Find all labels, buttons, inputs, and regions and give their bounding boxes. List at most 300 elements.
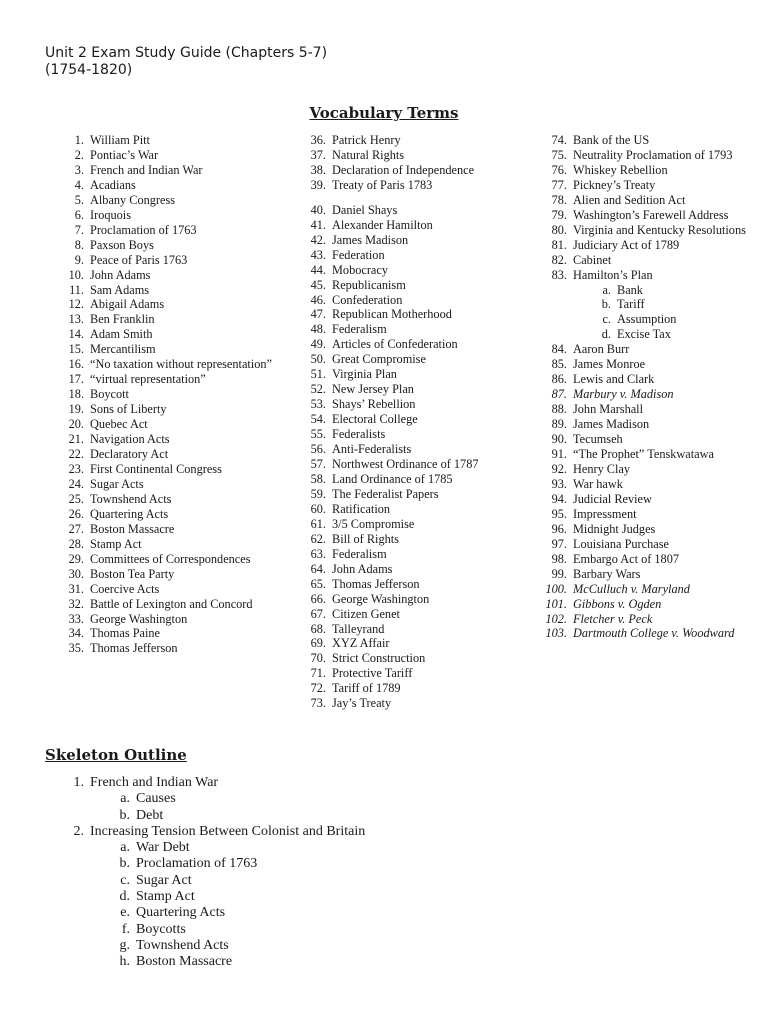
vocab-term-number: 68. — [310, 621, 326, 636]
vocab-term-text: Iroquois — [90, 207, 131, 222]
vocab-term-number: 54. — [310, 412, 326, 427]
outline-subitem — [53, 873, 653, 889]
vocab-term-text: Mercantilism — [90, 342, 156, 357]
vocab-term-text: Quebec Act — [90, 417, 148, 432]
vocab-term-number: 43. — [310, 247, 326, 262]
vocab-term-number: 8. — [74, 237, 84, 252]
vocab-term-number: 100. — [545, 581, 567, 596]
vocab-term-number: 22. — [68, 447, 84, 462]
vocab-term-number: 6. — [74, 207, 84, 222]
vocab-term-text: Sugar Acts — [90, 476, 144, 491]
outline-subitem-text: War Debt — [136, 840, 190, 856]
vocab-term-number: 47. — [310, 307, 326, 322]
vocab-subterm-letter: a. — [602, 282, 611, 297]
vocab-term-text: John Adams — [332, 561, 393, 576]
vocab-term-number: 2. — [74, 147, 84, 162]
vocab-term-text: Electoral College — [332, 412, 418, 427]
vocab-term-text: James Madison — [573, 417, 650, 432]
vocab-term-text: 3/5 Compromise — [332, 516, 415, 531]
vocab-term — [295, 163, 535, 178]
vocab-term-text: Boston Tea Party — [90, 566, 175, 581]
vocab-term-number: 69. — [310, 636, 326, 651]
vocab-term-text: The Federalist Papers — [332, 486, 439, 501]
vocab-term — [295, 293, 535, 308]
vocab-term-text: Louisiana Purchase — [573, 536, 669, 551]
vocab-column-2 — [295, 133, 535, 711]
vocab-term-text: Republican Motherhood — [332, 307, 452, 322]
vocab-term-number: 89. — [551, 417, 567, 432]
vocab-term-number: 39. — [310, 177, 326, 192]
vocab-term — [53, 402, 283, 417]
vocab-term — [295, 592, 535, 607]
vocab-term — [53, 522, 283, 537]
vocab-term-text: John Adams — [90, 267, 151, 282]
vocab-term-number: 63. — [310, 546, 326, 561]
vocab-term-number: 45. — [310, 277, 326, 292]
outline-subitem-text: Debt — [136, 807, 164, 823]
vocab-term — [295, 681, 535, 696]
vocab-term — [295, 248, 535, 263]
vocab-term — [53, 447, 283, 462]
vocab-term-number: 73. — [310, 696, 326, 711]
vocab-term-number: 20. — [68, 417, 84, 432]
vocab-term-text: Articles of Confederation — [332, 337, 458, 352]
vocab-term-text: Confederation — [332, 292, 403, 307]
vocab-term-number: 28. — [68, 536, 84, 551]
vocab-term-text: Federalism — [332, 322, 387, 337]
vocab-term — [536, 357, 761, 372]
vocab-term — [53, 342, 283, 357]
vocab-term-number: 53. — [310, 397, 326, 412]
vocab-term-number: 13. — [68, 312, 84, 327]
vocab-term-text: Committees of Correspondences — [90, 551, 251, 566]
vocab-term — [536, 477, 761, 492]
vocab-term-text: Federation — [332, 247, 385, 262]
vocab-term-text: Protective Tariff — [332, 666, 413, 681]
vocab-subterm-letter: d. — [601, 327, 611, 342]
vocab-term — [53, 357, 283, 372]
vocab-term — [295, 307, 535, 322]
vocab-term — [536, 507, 761, 522]
vocab-term — [295, 457, 535, 472]
outline-subitem-text: Proclamation of 1763 — [136, 856, 258, 872]
vocab-term-text: Henry Clay — [573, 461, 631, 476]
skeleton-outline — [53, 775, 653, 971]
outline-subitem-text: Townshend Acts — [136, 937, 229, 953]
vocab-term-number: 29. — [68, 551, 84, 566]
vocab-term-number: 34. — [68, 626, 84, 641]
outline-subitem-text: Stamp Act — [136, 889, 195, 905]
vocab-term-number: 1. — [74, 133, 84, 147]
vocab-term-number: 61. — [310, 516, 326, 531]
vocab-term-number: 90. — [551, 432, 567, 447]
vocab-term — [53, 641, 283, 656]
vocab-term — [536, 208, 761, 223]
vocab-term-number: 30. — [68, 566, 84, 581]
outline-subitem — [53, 791, 653, 807]
vocab-column-1 — [53, 133, 283, 656]
vocab-term — [295, 218, 535, 233]
vocab-term-text: Patrick Henry — [332, 133, 401, 147]
vocab-term-number: 11. — [69, 282, 84, 297]
vocab-subterm-letter: b. — [601, 297, 611, 312]
vocab-term — [536, 148, 761, 163]
vocab-term-text: George Washington — [90, 611, 188, 626]
vocab-term-number: 19. — [68, 402, 84, 417]
outline-subitem — [53, 938, 653, 954]
vocab-term — [53, 178, 283, 193]
vocab-term-number: 38. — [310, 162, 326, 177]
vocab-term — [53, 193, 283, 208]
vocab-term — [295, 517, 535, 532]
vocab-term-text: Northwest Ordinance of 1787 — [332, 457, 479, 472]
vocab-term-number: 78. — [551, 192, 567, 207]
vocab-term-number: 102. — [545, 611, 567, 626]
vocab-term — [53, 626, 283, 641]
vocab-term-number: 103. — [545, 626, 567, 641]
outline-subitem-letter: b. — [119, 807, 130, 823]
vocab-term-text: Hamilton’s Plan — [573, 267, 653, 282]
vocab-term-text: Thomas Paine — [90, 626, 161, 641]
vocab-term — [53, 477, 283, 492]
vocab-term-text: Federalists — [332, 427, 386, 442]
vocab-term-number: 50. — [310, 352, 326, 367]
document-header — [45, 45, 327, 79]
vocab-term-number: 17. — [68, 372, 84, 387]
vocab-term — [53, 253, 283, 268]
vocab-term — [295, 487, 535, 502]
vocab-term-text: Natural Rights — [332, 147, 405, 162]
outline-subitem-letter: c. — [120, 872, 130, 888]
vocab-term — [53, 387, 283, 402]
vocab-term-text: “virtual representation” — [90, 372, 206, 387]
outline-subitem-text: Boycotts — [136, 921, 186, 937]
vocab-term-number: 25. — [68, 491, 84, 506]
vocab-term-number: 31. — [68, 581, 84, 596]
vocab-term-number: 5. — [74, 192, 84, 207]
vocab-term-number: 23. — [68, 461, 84, 476]
vocab-term-number: 58. — [310, 471, 326, 486]
vocab-term-text: Adam Smith — [90, 327, 153, 342]
vocab-term — [536, 522, 761, 537]
vocab-term-number: 42. — [310, 232, 326, 247]
vocab-term — [53, 432, 283, 447]
outline-item — [53, 775, 653, 791]
outline-item-text: Increasing Tension Between Colonist and Britain — [90, 823, 366, 839]
outline-subitem — [53, 905, 653, 921]
vocab-term-text: Albany Congress — [90, 192, 176, 207]
vocab-term-number: 70. — [310, 651, 326, 666]
vocab-title-text: Vocabulary Terms — [309, 104, 459, 122]
vocab-term-text: Great Compromise — [332, 352, 426, 367]
vocab-term-number: 57. — [310, 457, 326, 472]
vocab-term-number: 51. — [310, 367, 326, 382]
outline-subitem-letter: g. — [119, 937, 130, 953]
vocab-term-number: 86. — [551, 372, 567, 387]
vocab-term-text: Washington’s Farewell Address — [573, 207, 729, 222]
vocab-term-text: Marbury v. Madison — [573, 387, 674, 402]
vocab-term-number: 75. — [551, 147, 567, 162]
vocab-term — [295, 696, 535, 711]
vocab-term-text: First Continental Congress — [90, 461, 222, 476]
vocab-term-text: Declaratory Act — [90, 447, 169, 462]
vocab-term-number: 24. — [68, 476, 84, 491]
vocab-term — [53, 492, 283, 507]
vocab-term-number: 21. — [68, 432, 84, 447]
vocab-term — [295, 133, 535, 148]
outline-subitem-text: Causes — [136, 791, 176, 807]
vocab-term-number: 87. — [551, 387, 567, 402]
vocab-subterm-letter: c. — [602, 312, 611, 327]
vocab-term-number: 41. — [310, 217, 326, 232]
vocab-term-number: 101. — [545, 596, 567, 611]
vocab-term — [53, 507, 283, 522]
vocab-term-text: Talleyrand — [332, 621, 385, 636]
vocab-term-text: Judiciary Act of 1789 — [573, 237, 680, 252]
vocab-term-text: Pickney’s Treaty — [573, 177, 656, 192]
vocab-term-number: 56. — [310, 442, 326, 457]
vocab-term-text: Paxson Boys — [90, 237, 154, 252]
vocab-term — [536, 387, 761, 402]
vocab-term-number: 59. — [310, 486, 326, 501]
vocab-term-text: Whiskey Rebellion — [573, 162, 668, 177]
vocab-term-text: Declaration of Independence — [332, 162, 475, 177]
vocab-term-text: Lewis and Clark — [573, 372, 655, 387]
vocab-term — [53, 163, 283, 178]
vocab-term-text: Mobocracy — [332, 262, 388, 277]
vocab-subterm — [536, 327, 761, 342]
vocab-term-text: Fletcher v. Peck — [573, 611, 653, 626]
vocab-term-text: Jay’s Treaty — [332, 696, 392, 711]
vocab-column-3 — [536, 133, 761, 641]
vocab-term-number: 82. — [551, 252, 567, 267]
vocab-term — [536, 178, 761, 193]
vocab-term-text: Impressment — [573, 506, 637, 521]
vocab-term-number: 95. — [551, 506, 567, 521]
vocab-term-number: 77. — [551, 177, 567, 192]
vocab-term-text: Citizen Genet — [332, 606, 400, 621]
vocab-term-text: War hawk — [573, 476, 623, 491]
vocab-term — [295, 322, 535, 337]
vocab-term-number: 83. — [551, 267, 567, 282]
vocab-term-number: 60. — [310, 501, 326, 516]
outline-subitem — [53, 856, 653, 872]
vocab-term-text: Virginia and Kentucky Resolutions — [573, 222, 746, 237]
vocab-term-text: Townshend Acts — [90, 491, 172, 506]
vocab-term-number: 62. — [310, 531, 326, 546]
vocab-term-text: Daniel Shays — [332, 202, 398, 217]
vocab-term-text: Gibbons v. Ogden — [573, 596, 662, 611]
vocab-term — [295, 577, 535, 592]
vocab-term-text: Quartering Acts — [90, 506, 169, 521]
outline-subitem-letter: d. — [119, 889, 130, 905]
vocab-term — [295, 203, 535, 218]
vocab-term-text: Proclamation of 1763 — [90, 222, 197, 237]
vocab-term-text: Shays’ Rebellion — [332, 397, 416, 412]
vocab-term — [53, 462, 283, 477]
vocab-term — [53, 582, 283, 597]
vocab-term — [53, 327, 283, 342]
vocab-term-number: 97. — [551, 536, 567, 551]
vocab-term-number: 99. — [551, 566, 567, 581]
vocab-term — [53, 297, 283, 312]
vocab-term — [295, 278, 535, 293]
vocab-term — [536, 567, 761, 582]
vocab-term-number: 92. — [551, 461, 567, 476]
vocab-term-text: Land Ordinance of 1785 — [332, 471, 453, 486]
vocab-term-number: 67. — [310, 606, 326, 621]
vocab-term-number: 32. — [68, 596, 84, 611]
vocab-term-text: Cabinet — [573, 252, 612, 267]
vocab-term-text: Judicial Review — [573, 491, 652, 506]
vocab-term-text: James Madison — [332, 232, 409, 247]
vocab-term-number: 14. — [68, 327, 84, 342]
vocab-term — [536, 342, 761, 357]
vocab-term-number: 27. — [68, 521, 84, 536]
vocab-term-text: Barbary Wars — [573, 566, 641, 581]
vocab-term — [53, 372, 283, 387]
outline-item-number: 1. — [73, 775, 84, 790]
vocab-term-text: Alexander Hamilton — [332, 217, 433, 232]
vocab-term-text: Acadians — [90, 177, 136, 192]
vocab-term — [295, 427, 535, 442]
vocab-term — [536, 626, 761, 641]
vocab-term-number: 9. — [74, 252, 84, 267]
vocab-term-text: Virginia Plan — [332, 367, 397, 382]
vocab-term-text: Navigation Acts — [90, 432, 170, 447]
outline-item-number: 2. — [73, 823, 84, 839]
vocab-term — [295, 382, 535, 397]
vocab-term-text: Federalism — [332, 546, 387, 561]
vocab-term-text: “No taxation without representation” — [90, 357, 273, 372]
vocab-term-number: 26. — [68, 506, 84, 521]
vocab-term — [536, 552, 761, 567]
vocab-subterm — [536, 312, 761, 327]
vocab-subterm — [536, 297, 761, 312]
vocab-term-number: 91. — [551, 447, 567, 462]
vocab-term — [295, 352, 535, 367]
outline-item — [53, 824, 653, 840]
vocab-term — [295, 472, 535, 487]
vocab-term — [295, 397, 535, 412]
vocab-term-text: Anti-Federalists — [332, 442, 412, 457]
vocab-term — [53, 597, 283, 612]
vocab-term — [295, 547, 535, 562]
vocab-term — [53, 283, 283, 298]
vocab-term — [53, 537, 283, 552]
vocab-term — [295, 651, 535, 666]
vocab-term-text: Midnight Judges — [573, 521, 656, 536]
vocab-term-number: 18. — [68, 387, 84, 402]
vocab-term-number: 40. — [310, 202, 326, 217]
vocab-term-text: Sons of Liberty — [90, 402, 167, 417]
vocab-term-number: 65. — [310, 576, 326, 591]
vocab-term-number: 84. — [551, 342, 567, 357]
outline-subitem — [53, 954, 653, 970]
vocab-term — [53, 567, 283, 582]
vocab-term-text: XYZ Affair — [332, 636, 390, 651]
vocab-term — [536, 238, 761, 253]
vocab-term-text: George Washington — [332, 591, 430, 606]
vocab-term-text: Peace of Paris 1763 — [90, 252, 188, 267]
vocab-term — [536, 582, 761, 597]
vocab-term — [53, 417, 283, 432]
vocab-term-text: Alien and Sedition Act — [573, 192, 686, 207]
vocab-term — [536, 133, 761, 148]
outline-subitem-letter: a. — [120, 791, 130, 807]
vocab-term — [295, 636, 535, 651]
document-date-range: (1754-1820) — [45, 62, 133, 78]
vocab-term-text: Abigail Adams — [90, 297, 165, 312]
vocab-term-text: Stamp Act — [90, 536, 142, 551]
vocab-term-text: New Jersey Plan — [332, 382, 414, 397]
vocab-term-text: Tariff of 1789 — [332, 681, 401, 696]
vocab-term-text: Neutrality Proclamation of 1793 — [573, 147, 733, 162]
vocab-term-text: Sam Adams — [90, 282, 150, 297]
vocab-term-text: Coercive Acts — [90, 581, 160, 596]
vocab-term — [536, 372, 761, 387]
outline-item-text: French and Indian War — [90, 775, 219, 790]
vocab-subterm-text: Excise Tax — [617, 327, 671, 342]
vocab-term — [536, 193, 761, 208]
vocab-term — [295, 148, 535, 163]
vocab-term-text: Boycott — [90, 387, 129, 402]
vocab-term — [295, 532, 535, 547]
vocab-term — [53, 268, 283, 283]
vocab-term — [295, 607, 535, 622]
vocab-subterm — [536, 283, 761, 298]
vocab-term-number: 85. — [551, 357, 567, 372]
vocab-term — [295, 367, 535, 382]
vocab-term-text: French and Indian War — [90, 162, 203, 177]
vocab-term-text: William Pitt — [90, 133, 150, 147]
vocab-term — [295, 562, 535, 577]
vocab-term — [536, 417, 761, 432]
vocab-term — [53, 312, 283, 327]
vocab-term-text: Treaty of Paris 1783 — [332, 177, 433, 192]
outline-subitem-text: Sugar Act — [136, 872, 192, 888]
vocab-term-text: McCulluch v. Maryland — [573, 581, 690, 596]
vocab-term — [295, 666, 535, 681]
vocab-term-text: Ben Franklin — [90, 312, 155, 327]
vocab-term-text: Battle of Lexington and Concord — [90, 596, 253, 611]
vocab-term — [53, 148, 283, 163]
outline-subitem-text: Quartering Acts — [136, 905, 226, 921]
outline-subitem-letter: b. — [119, 856, 130, 872]
vocab-term — [295, 502, 535, 517]
outline-title-text: Skeleton Outline — [45, 746, 187, 764]
vocab-term — [536, 597, 761, 612]
vocab-term — [53, 223, 283, 238]
vocab-term-number: 37. — [310, 147, 326, 162]
vocab-subterm-text: Assumption — [617, 312, 677, 327]
outline-subitem-letter: f. — [121, 921, 130, 937]
vocab-term-text: Pontiac’s War — [90, 147, 159, 162]
vocab-term — [536, 462, 761, 477]
vocab-term — [536, 268, 761, 283]
vocab-term-number: 72. — [310, 681, 326, 696]
outline-subitem — [53, 808, 653, 824]
vocab-term — [53, 238, 283, 253]
vocab-term-number: 10. — [68, 267, 84, 282]
vocab-term-number: 66. — [310, 591, 326, 606]
outline-section-title — [45, 746, 187, 764]
vocab-term-number: 46. — [310, 292, 326, 307]
vocab-term-number: 12. — [68, 297, 84, 312]
vocab-term-number: 52. — [310, 382, 326, 397]
outline-subitem-letter: a. — [120, 840, 130, 856]
vocab-term-number: 64. — [310, 561, 326, 576]
